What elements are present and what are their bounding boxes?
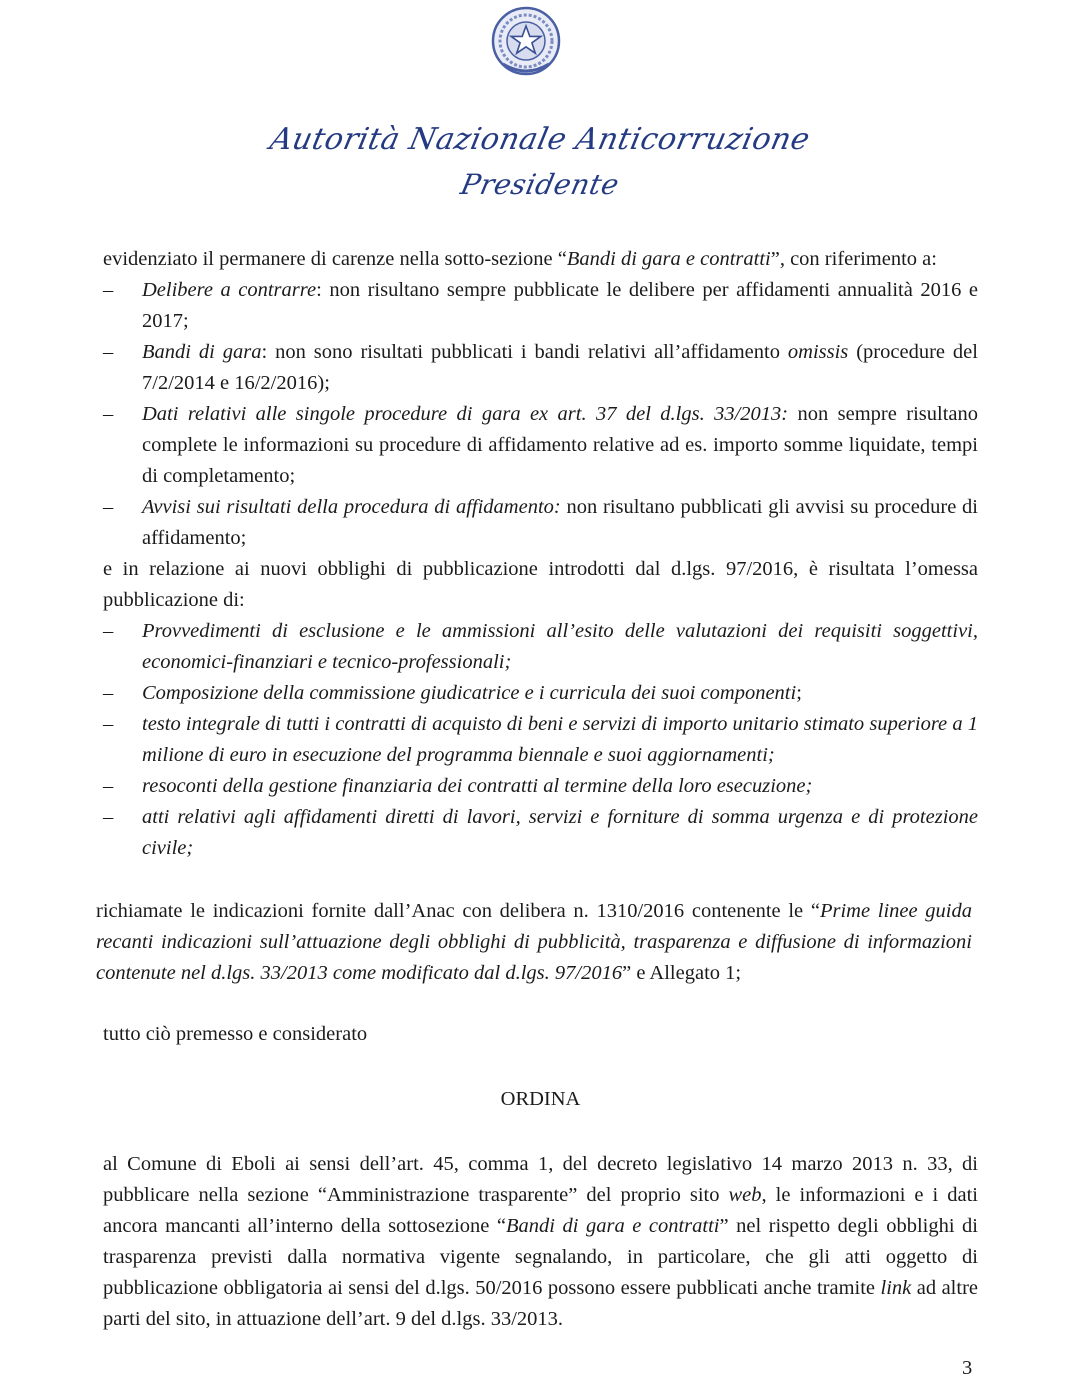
paragraph-anac-guidelines: richiamate le indicazioni fornite dall’Anac con delibera n. 1310/2016 contenente le “Prime linee guida recanti indicazioni sull’attuazione degli obblighi di pubblicità, trasparenza e diffusione di informazioni contenute nel d.lgs. 33/2013 come modificato dal d.lgs. 97/2016” e Allegato 1; (96, 900, 972, 984)
list-item: – atti relativi agli affidamenti diretti di lavori, servizi e forniture di somma urgenza e di protezione civile; (103, 802, 978, 864)
list-item: – resoconti della gestione finanziaria dei contratti al termine della loro esecuzione; (103, 771, 978, 802)
list-item: – Dati relativi alle singole procedure di gara ex art. 37 del d.lgs. 33/2013: non sempre risultano complete le informazioni su procedure di affidamento relative ad es. importo somme liquidate, tempi di completamento; (103, 399, 978, 492)
list-item: – Avvisi sui risultati della procedura di affidamento: non risultano pubblicati gli avvisi su procedure di affidamento; (103, 492, 978, 554)
list-item: – Composizione della commissione giudicatrice e i curricula dei suoi componenti; (103, 678, 978, 709)
deficiency-list (103, 275, 978, 554)
page-number: 3 (962, 1357, 973, 1379)
document-body (96, 244, 979, 1335)
paragraph-new-obligations: e in relazione ai nuovi obblighi di pubblicazione introdotti dal d.lgs. 97/2016, è risultata l’omessa pubblicazione di: (103, 558, 978, 611)
omitted-publications-list (103, 616, 978, 864)
paragraph-premises: tutto ciò premesso e considerato (103, 1023, 368, 1045)
paragraph-intro: evidenziato il permanere di carenze nella sotto-sezione “Bandi di gara e contratti”, con riferimento a: (103, 248, 937, 270)
list-item: – Delibere a contrarre: non risultano sempre pubblicate le delibere per affidamenti annualità 2016 e 2017; (103, 275, 978, 337)
authority-title: Autorità Nazionale Anticorruzione (266, 122, 814, 157)
ordina-heading: ORDINA (500, 1088, 581, 1110)
list-item: – testo integrale di tutti i contratti di acquisto di beni e servizi di importo unitario stimato superiore a 1 milione di euro in esecuzione del programma biennale e suoi aggiornamenti; (103, 709, 978, 771)
list-item: – Provvedimenti di esclusione e le ammissioni all’esito delle valutazioni dei requisiti soggettivi, economici-finanziari e tecnico-professionali; (103, 616, 978, 678)
authority-role: Presidente (457, 168, 623, 201)
list-item: – Bandi di gara: non sono risultati pubblicati i bandi relativi all’affidamento omissis (procedure del 7/2/2014 e 16/2/2016); (103, 337, 978, 399)
paragraph-order: al Comune di Eboli ai sensi dell’art. 45, comma 1, del decreto legislativo 14 marzo 2013 n. 33, di pubblicare nella sezione “Amministrazione trasparente” del proprio sito web, le informazioni e i dati ancora mancanti all’interno della sottosezione “Bandi di gara e contratti” nel rispetto degli obblighi di trasparenza previsti dalla normativa vigente segnalando, in particolare, che gli atti oggetto di pubblicazione obbligatoria ai sensi del d.lgs. 50/2016 possono essere pubblicati anche tramite link ad altre parti del sito, in attuazione dell’art. 9 del d.lgs. 33/2013. (103, 1153, 979, 1330)
emblem-icon (489, 4, 563, 78)
